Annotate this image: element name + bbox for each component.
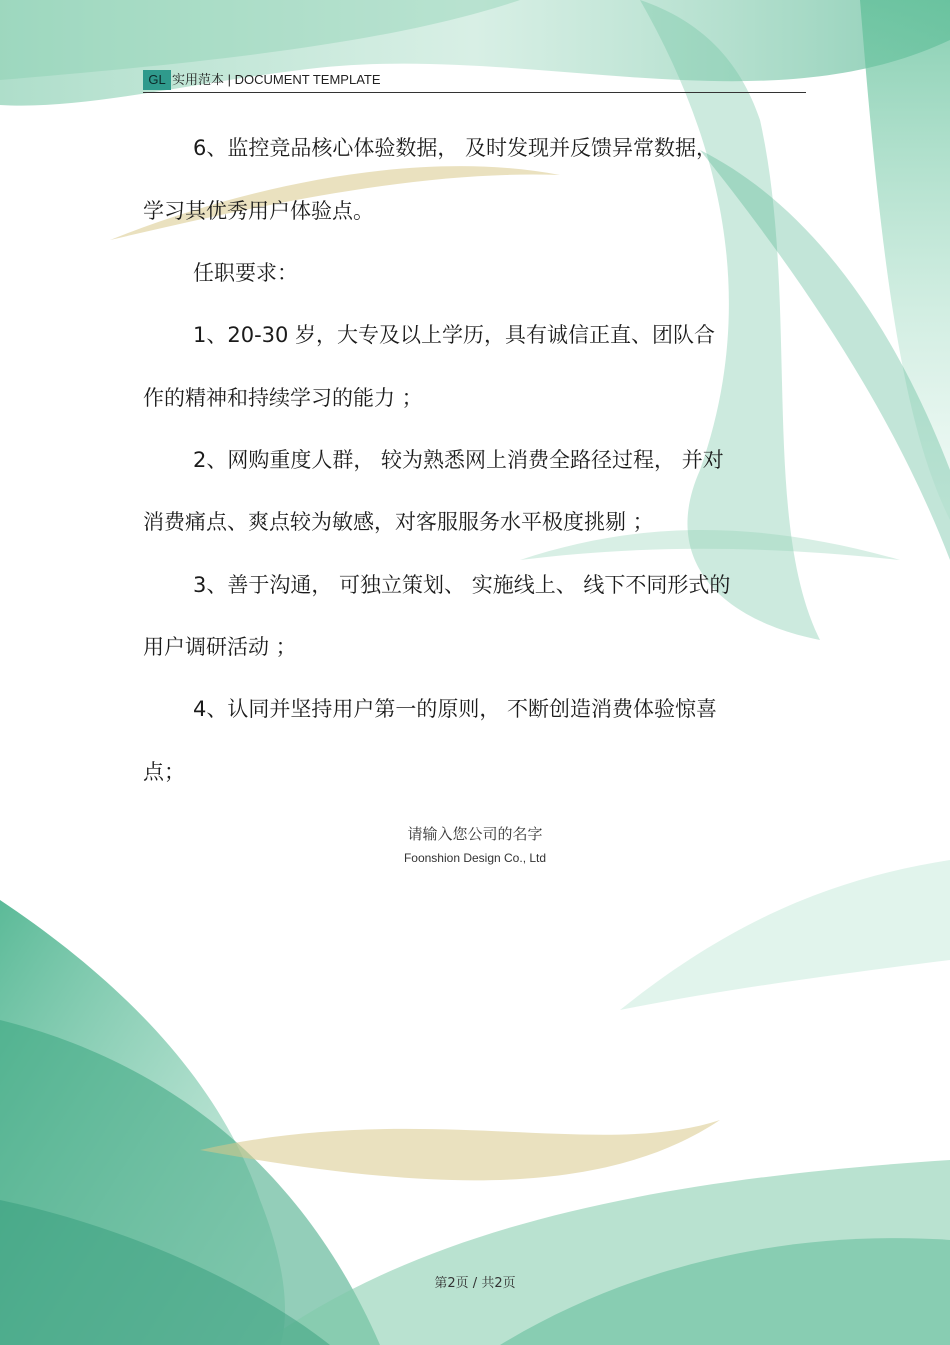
paragraph-line: 4、认同并坚持用户第一的原则， 不断创造消费体验惊喜 (193, 697, 718, 721)
section-heading: 任职要求： (193, 261, 298, 285)
paragraph-line: 消费痛点、爽点较为敏感，对客服服务水平极度挑剔 ； (143, 510, 654, 534)
paragraph-line: 作的精神和持续学习的能力 ； (143, 386, 423, 410)
paragraph-line: 学习其优秀用户体验点。 (143, 199, 374, 223)
paragraph-line: 点； (143, 760, 185, 784)
paragraph-line: 1、20-30 岁，大专及以上学历，具有诚信正直、团队合 (193, 323, 716, 347)
header-badge: GL (143, 70, 171, 90)
company-name-cn: 请输入您公司的名字 (407, 825, 543, 843)
paragraph-line: 3、善于沟通， 可独立策划、 实施线上、 线下不同形式的 (193, 573, 731, 597)
paragraph-line: 6、监控竞品核心体验数据， 及时发现并反馈异常数据， (193, 136, 718, 160)
header-title: 实用范本 | DOCUMENT TEMPLATE (172, 72, 381, 87)
page-indicator: 第2页 / 共2页 (434, 1276, 516, 1291)
company-name-en: Foonshion Design Co., Ltd (403, 851, 547, 865)
paragraph-line: 用户调研活动 ； (143, 635, 297, 659)
paragraph-line: 2、网购重度人群， 较为熟悉网上消费全路径过程， 并对 (193, 448, 724, 472)
